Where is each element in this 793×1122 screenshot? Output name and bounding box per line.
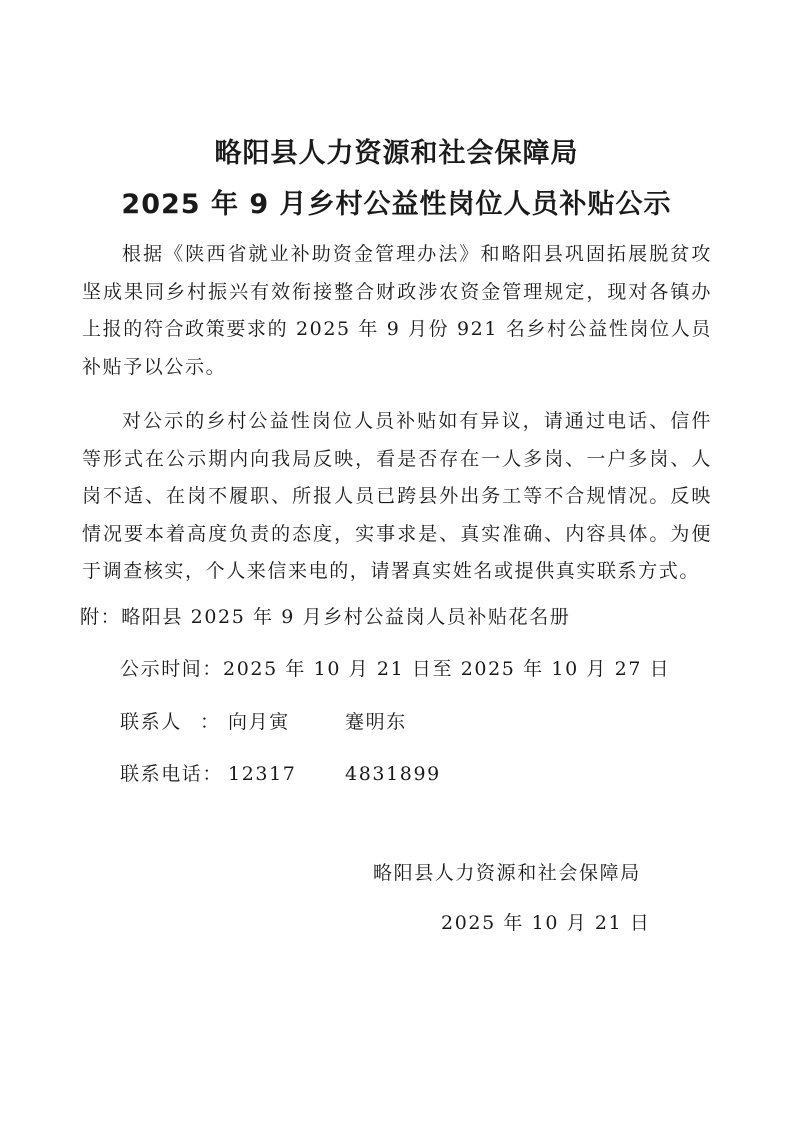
document-subtitle: 2025 年 9 月乡村公益性岗位人员补贴公示 — [121, 189, 672, 220]
contact-separator: ： — [200, 711, 221, 733]
signature-organization: 略阳县人力资源和社会保障局 — [373, 862, 641, 884]
publicity-period: 公示时间：2025 年 10 月 21 日至 2025 年 10 月 27 日 — [120, 658, 671, 680]
document-title: 略阳县人力资源和社会保障局 — [214, 138, 579, 169]
body-paragraph-1: 根据《陕西省就业补助资金管理办法》和略阳县巩固拓展脱贫攻坚成果同乡村振兴有效衔接整合财政涉农资金管理规定，现对各镇办上报的符合政策要求的 2025 年 9 月份 921 名乡村公益性岗位人员补贴予以公示。 — [82, 243, 712, 378]
phone-label: 联系电话： — [120, 763, 224, 785]
signature-date: 2025 年 10 月 21 日 — [441, 912, 651, 934]
body-paragraph-2: 对公示的乡村公益性岗位人员补贴如有异议，请通过电话、信件等形式在公示期内向我局反映，看是否存在一人多岗、一户多岗、人岗不适、在岗不履职、所报人员已跨县外出务工等不合规情况。反映情况要本着高度负责的态度，实事求是、真实准确、内容具体。为便于调查核实，个人来信来电的，请署真实姓名或提供真实联系方式。 — [82, 410, 712, 582]
contact-person-1: 向月寅 — [228, 711, 290, 733]
attachment-note: 附：略阳县 2025 年 9 月乡村公益岗人员补贴花名册 — [80, 606, 571, 628]
contact-label: 联系人 — [120, 711, 182, 733]
phone-number-1: 12317 — [228, 763, 297, 785]
contact-person-2: 蹇明东 — [345, 711, 407, 733]
phone-number-2: 4831899 — [345, 763, 441, 785]
